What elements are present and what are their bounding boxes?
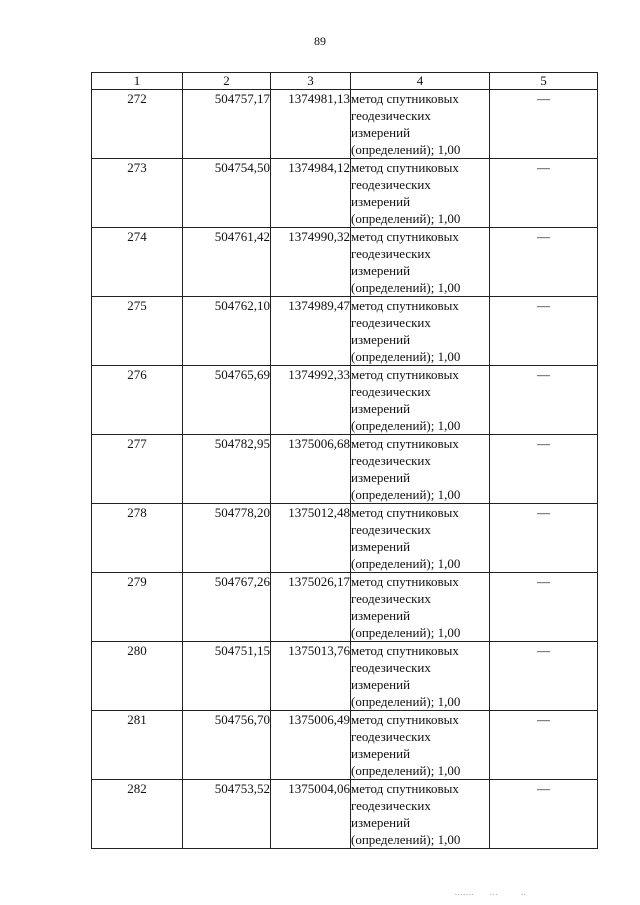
- x-coordinate-cell: 504765,69: [183, 366, 271, 435]
- note-cell: —: [490, 711, 598, 780]
- method-line: измерений: [351, 125, 411, 140]
- page-number: 89: [314, 34, 326, 48]
- table-row: [92, 642, 598, 711]
- method-line: геодезических: [351, 522, 431, 537]
- x-coordinate-cell: 504782,95: [183, 435, 271, 504]
- method-line: измерений: [351, 401, 411, 416]
- method-line: метод спутниковых: [351, 436, 459, 451]
- point-number-cell: 278: [92, 504, 183, 573]
- method-cell: [351, 711, 490, 780]
- method-line: геодезических: [351, 384, 431, 399]
- method-cell: [351, 159, 490, 228]
- table-row: [92, 297, 598, 366]
- method-cell: [351, 504, 490, 573]
- method-line: геодезических: [351, 798, 431, 813]
- method-line: (определений); 1,00: [351, 349, 461, 364]
- method-line: измерений: [351, 263, 411, 278]
- x-coordinate-cell: 504751,15: [183, 642, 271, 711]
- method-line: геодезических: [351, 660, 431, 675]
- y-coordinate-cell: 1375026,17: [271, 573, 351, 642]
- table-row: [92, 504, 598, 573]
- method-line: (определений); 1,00: [351, 625, 461, 640]
- table-row: [92, 780, 598, 849]
- header-col-3: 3: [271, 73, 351, 90]
- x-coordinate-cell: 504767,26: [183, 573, 271, 642]
- method-line: измерений: [351, 815, 411, 830]
- method-line: геодезических: [351, 108, 431, 123]
- note-cell: —: [490, 573, 598, 642]
- method-line: (определений); 1,00: [351, 763, 461, 778]
- y-coordinate-cell: 1375004,06: [271, 780, 351, 849]
- method-line: метод спутниковых: [351, 712, 459, 727]
- method-line: (определений); 1,00: [351, 487, 461, 502]
- method-line: геодезических: [351, 729, 431, 744]
- header-col-5: 5: [490, 73, 598, 90]
- header-col-1: 1: [92, 73, 183, 90]
- x-coordinate-cell: 504762,10: [183, 297, 271, 366]
- table-row: [92, 366, 598, 435]
- method-cell: [351, 435, 490, 504]
- x-coordinate-cell: 504754,50: [183, 159, 271, 228]
- point-number-cell: 280: [92, 642, 183, 711]
- method-line: метод спутниковых: [351, 160, 459, 175]
- x-coordinate-cell: 504756,70: [183, 711, 271, 780]
- method-cell: [351, 297, 490, 366]
- table-row: [92, 435, 598, 504]
- method-line: измерений: [351, 677, 411, 692]
- method-line: (определений); 1,00: [351, 556, 461, 571]
- note-cell: —: [490, 228, 598, 297]
- table-row: [92, 228, 598, 297]
- table-header-row: [92, 73, 598, 90]
- y-coordinate-cell: 1374990,32: [271, 228, 351, 297]
- note-cell: —: [490, 159, 598, 228]
- y-coordinate-cell: 1375012,48: [271, 504, 351, 573]
- method-line: метод спутниковых: [351, 91, 459, 106]
- y-coordinate-cell: 1375006,49: [271, 711, 351, 780]
- header-col-4: 4: [351, 73, 490, 90]
- method-cell: [351, 573, 490, 642]
- point-number-cell: 277: [92, 435, 183, 504]
- x-coordinate-cell: 504778,20: [183, 504, 271, 573]
- scan-artifact-marks: ▪▪▪▪▪▪▪ ▪▪▪ ▪▪: [455, 893, 527, 898]
- method-cell: [351, 90, 490, 159]
- point-number-cell: 273: [92, 159, 183, 228]
- method-line: (определений); 1,00: [351, 694, 461, 709]
- note-cell: —: [490, 90, 598, 159]
- y-coordinate-cell: 1375006,68: [271, 435, 351, 504]
- table-body: [92, 90, 598, 849]
- note-cell: —: [490, 780, 598, 849]
- y-coordinate-cell: 1374992,33: [271, 366, 351, 435]
- method-line: метод спутниковых: [351, 229, 459, 244]
- table-row: [92, 90, 598, 159]
- note-cell: —: [490, 297, 598, 366]
- method-line: (определений); 1,00: [351, 211, 461, 226]
- method-line: измерений: [351, 539, 411, 554]
- method-line: измерений: [351, 746, 411, 761]
- x-coordinate-cell: 504757,17: [183, 90, 271, 159]
- method-line: геодезических: [351, 246, 431, 261]
- x-coordinate-cell: 504761,42: [183, 228, 271, 297]
- method-cell: [351, 228, 490, 297]
- coordinates-table: [91, 72, 598, 849]
- point-number-cell: 282: [92, 780, 183, 849]
- table-row: [92, 573, 598, 642]
- method-line: геодезических: [351, 315, 431, 330]
- method-line: (определений); 1,00: [351, 832, 461, 847]
- method-line: измерений: [351, 332, 411, 347]
- method-line: (определений); 1,00: [351, 280, 461, 295]
- y-coordinate-cell: 1375013,76: [271, 642, 351, 711]
- method-line: измерений: [351, 470, 411, 485]
- x-coordinate-cell: 504753,52: [183, 780, 271, 849]
- method-line: метод спутниковых: [351, 367, 459, 382]
- method-line: геодезических: [351, 591, 431, 606]
- point-number-cell: 275: [92, 297, 183, 366]
- method-line: геодезических: [351, 177, 431, 192]
- point-number-cell: 281: [92, 711, 183, 780]
- method-line: геодезических: [351, 453, 431, 468]
- table-row: [92, 159, 598, 228]
- method-line: метод спутниковых: [351, 781, 459, 796]
- note-cell: —: [490, 435, 598, 504]
- point-number-cell: 279: [92, 573, 183, 642]
- method-line: метод спутниковых: [351, 574, 459, 589]
- y-coordinate-cell: 1374981,13: [271, 90, 351, 159]
- method-line: метод спутниковых: [351, 643, 459, 658]
- point-number-cell: 272: [92, 90, 183, 159]
- method-line: измерений: [351, 194, 411, 209]
- note-cell: —: [490, 366, 598, 435]
- table-row: [92, 711, 598, 780]
- method-line: метод спутниковых: [351, 505, 459, 520]
- method-line: (определений); 1,00: [351, 418, 461, 433]
- method-cell: [351, 366, 490, 435]
- method-line: измерений: [351, 608, 411, 623]
- method-line: метод спутниковых: [351, 298, 459, 313]
- y-coordinate-cell: 1374984,12: [271, 159, 351, 228]
- method-cell: [351, 642, 490, 711]
- point-number-cell: 274: [92, 228, 183, 297]
- header-col-2: 2: [183, 73, 271, 90]
- point-number-cell: 276: [92, 366, 183, 435]
- note-cell: —: [490, 504, 598, 573]
- method-line: (определений); 1,00: [351, 142, 461, 157]
- note-cell: —: [490, 642, 598, 711]
- method-cell: [351, 780, 490, 849]
- y-coordinate-cell: 1374989,47: [271, 297, 351, 366]
